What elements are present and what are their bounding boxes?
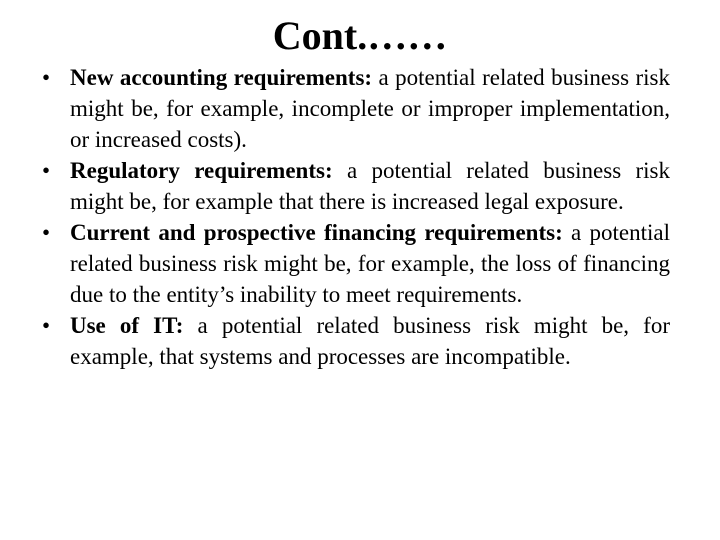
bullet-item (36, 62, 670, 155)
bullet-text: a potential related business risk might be, for example, that systems and processes are incompatible. (70, 313, 670, 369)
slide-title (0, 12, 720, 60)
bullet-item (36, 217, 670, 310)
bullet-icon: • (41, 220, 51, 245)
bullet-term: Current and prospective financing requirements: (70, 220, 563, 245)
bullet-list (36, 62, 670, 372)
bullet-text: a potential related business risk might be, for example, the loss of financing due to the entity’s inability to meet requirements. (70, 220, 670, 307)
bullet-item (36, 310, 670, 372)
slide-title-text: Cont.…… (272, 13, 448, 58)
bullet-term: Use of IT: (70, 313, 184, 338)
bullet-icon: • (41, 313, 51, 338)
bullet-icon: • (41, 65, 51, 90)
bullet-text: a potential related business risk might be, for example, incomplete or improper implementation, or increased costs). (70, 65, 670, 152)
bullet-icon: • (41, 158, 51, 183)
bullet-term: Regulatory requirements: (70, 158, 333, 183)
bullet-text: a potential related business risk might be, for example that there is increased legal exposure. (70, 158, 670, 214)
bullet-term: New accounting requirements: (70, 65, 373, 90)
bullet-item (36, 155, 670, 217)
